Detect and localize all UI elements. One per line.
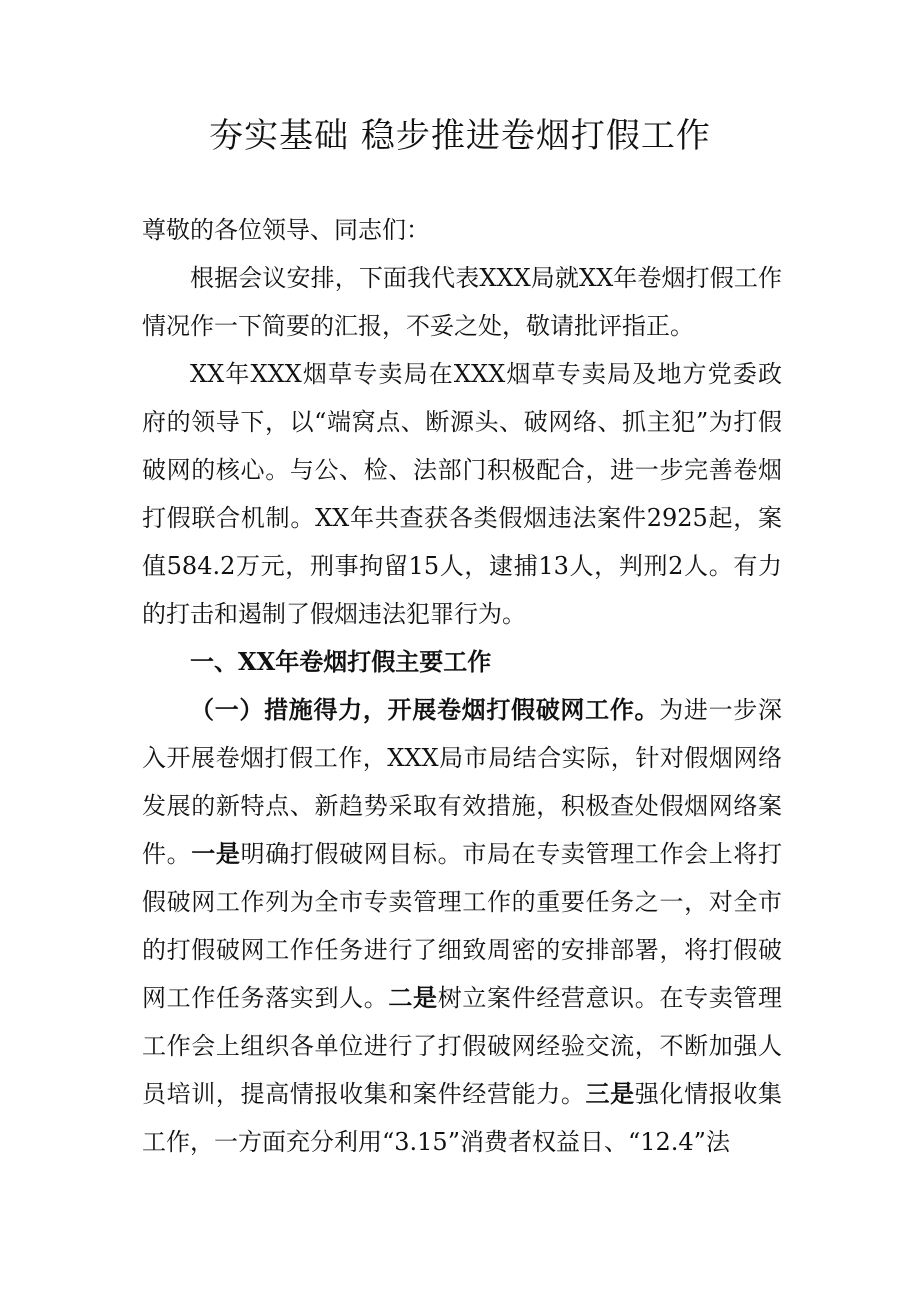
point-1-text: 明确打假破网目标。市局在专卖管理工作会上将打假破网工作列为全市专卖管理工作的重要任务之一，对全市的打假破网工作任务进行了细致周密的安排部署，将打假破网工作任务落实到人。 — [142, 840, 783, 1012]
point-2-label: 二是 — [388, 983, 438, 1012]
summary-paragraph: XX年XXX烟草专卖局在XXX烟草专卖局及地方党委政府的领导下，以“端窝点、断源头、破网络、抓主犯”为打假破网的核心。与公、检、法部门积极配合，进一步完善卷烟打假联合机制。XX年共查获各类假烟违法案件2925起，案值584.2万元，刑事拘留15人，逮捕13人，判刑2人。有力的打击和遏制了假烟违法犯罪行为。 — [142, 360, 782, 628]
point-2-text: 树立案件经营意识。在专卖管理工作会上组织各单位进行了打假破网经验交流，不断加强人员培训，提高情报收集和案件经营能力。 — [142, 984, 783, 1108]
subsection-intro: 为进一步深入开展卷烟打假工作，XXX局市局结合实际，针对假烟网络发展的新特点、新趋势采取有效措施，积极查处假烟网络案件。 — [142, 696, 783, 868]
intro-paragraph: 根据会议安排，下面我代表XXX局就XX年卷烟打假工作情况作一下简要的汇报，不妥之处，敬请批评指正。 — [142, 264, 782, 340]
salutation: 尊敬的各位领导、同志们： — [142, 216, 430, 244]
subsection-paragraph — [142, 686, 782, 1166]
point-3-text: 强化情报收集工作，一方面充分利用“3.15”消费者权益日、“12.4”法 — [142, 1080, 783, 1156]
document-body — [142, 206, 782, 1166]
subsection-heading: （一）措施得力，开展卷烟打假破网工作。 — [190, 695, 660, 724]
point-1-label: 一是 — [191, 839, 241, 868]
point-3-label: 三是 — [585, 1079, 635, 1108]
section-heading: 一、XX年卷烟打假主要工作 — [190, 647, 492, 676]
document-title: 夯实基础 稳步推进卷烟打假工作 — [209, 116, 711, 156]
